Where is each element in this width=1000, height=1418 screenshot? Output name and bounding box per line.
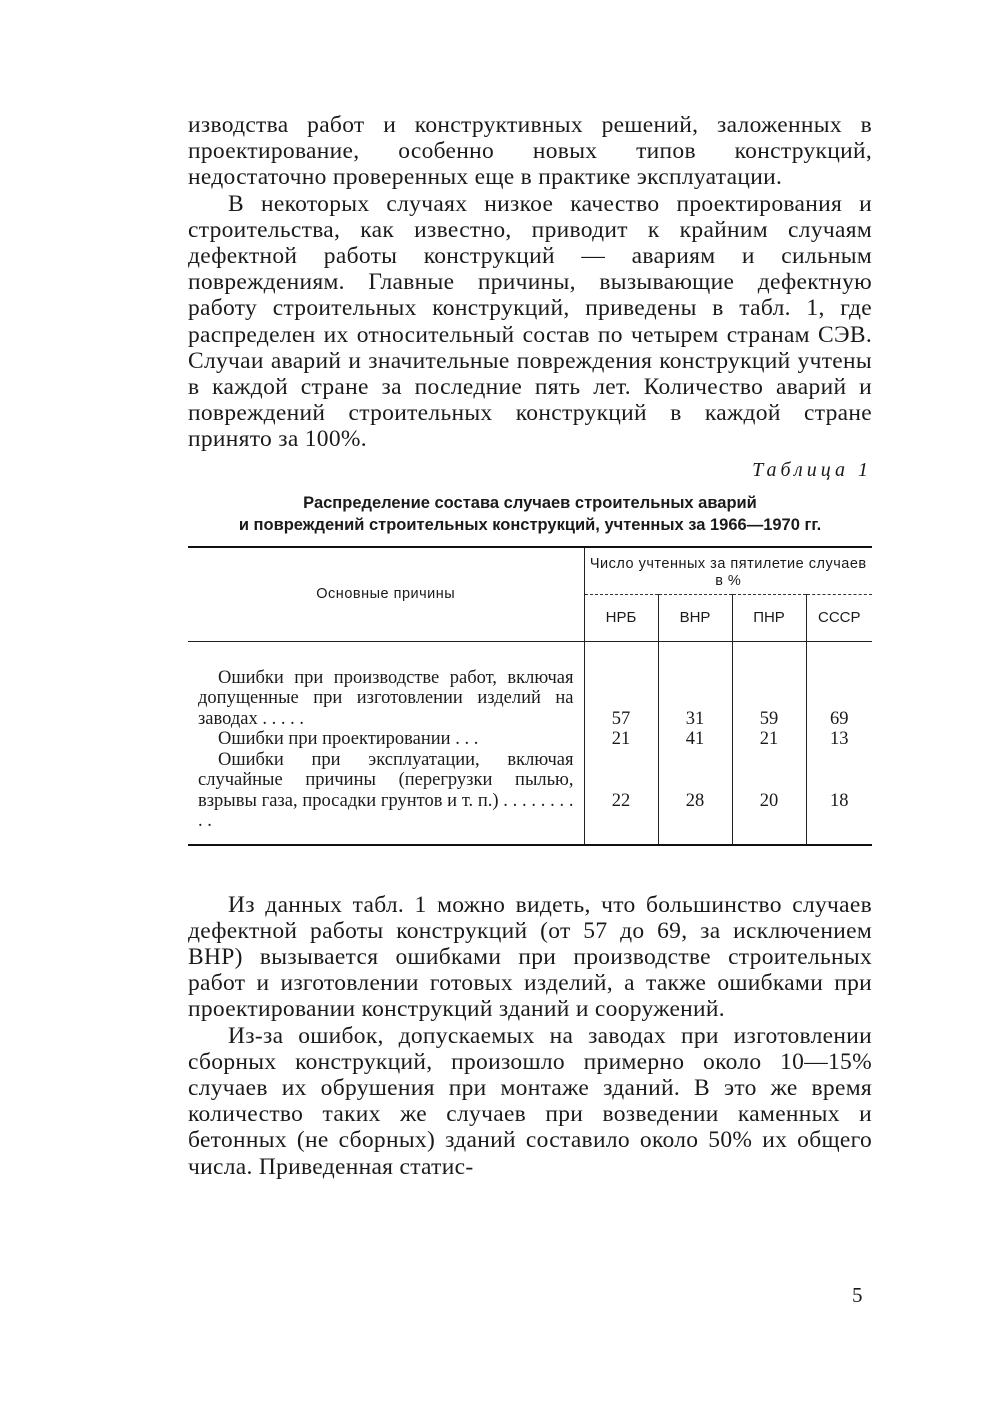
paragraph-continued: изводства работ и конструктивных решений, заложенных в проектирование, особенно новых типов конструкций, недостаточно проверенных еще в практике эксплуатации. [188,112,872,191]
values-pnr [732,641,806,845]
value-cell: 31 [685,708,705,729]
value-cell: 21 [611,729,631,750]
reasons-column [188,641,584,845]
table-caption: Таблица 1 [752,458,872,481]
paragraph-factory-errors: Из-за ошибок, допускаемых на заводах при изготовлении сборных конструкций, произошло примерно около 10—15% случаев их обрушения при монтаже зданий. В это же время количество таких же случаев при возведении каменных и бетонных (не сборных) зданий составило около 50% их общего числа. Приведенная статис- [188,1022,872,1180]
values-vnr [658,641,732,845]
value-cell: 28 [685,790,705,811]
paragraph-analysis: Из данных табл. 1 можно видеть, что большинство случаев дефектной работы конструкций (от 57 до 69, за исключением ВНР) вызывается ошибками при производстве строительных работ и изготовлении готовых изделий, а также ошибками при проектировании конструкций зданий и сооружений. [188,891,872,1023]
value-cell: 57 [611,708,631,729]
header-country-pnr: ПНР [732,594,806,641]
value-cell: 41 [685,729,705,750]
value-cell: 21 [759,729,779,750]
value-cell: 13 [830,729,849,750]
value-cell: 18 [830,790,849,811]
table-title-line1: Распределение состава случаев строительных аварий [303,493,757,512]
page-number: 5 [852,1283,863,1307]
value-cell: 20 [759,790,779,811]
values-nrb [584,641,658,845]
value-cell: 59 [759,708,779,729]
causes-table [188,546,872,846]
header-country-nrb: НРБ [584,594,658,641]
value-cell: 22 [611,790,631,811]
value-cell: 69 [830,708,849,729]
header-reasons: Основные причины [188,547,584,642]
reason-operation: Ошибки при эксплуатации, включая случайные причины (перегрузки пылью, взрывы газа, просадки грунтов и т. п.) . . . . . . . . . . [198,749,574,832]
table-header-row [188,547,872,595]
header-group: Число учтенных за пятилетие случаев в % [584,547,872,595]
reason-production: Ошибки при производстве работ, включая допущенные при изготовлении изделий на заводах . . . . . [198,667,574,729]
table-body-row [188,641,872,845]
paragraph-accidents: В некоторых случаях низкое качество проектирования и строительства, как известно, приводит к крайним случаям дефектной работы конструкций — авариям и сильным повреждениям. Главные причины, вызывающие дефектную работу строительных конструкций, приведены в табл. 1, где распределен их относительный состав по четырем странам СЭВ. Случаи аварий и значительные повреждения конструкций учтены в каждой стране за последние пять лет. Количество аварий и повреждений строительных конструкций в каждой стране принято за 100%. [188,190,872,453]
page-body [188,112,872,1180]
table-title-line2: и повреждений строительных конструкций, учтенных за 1966—1970 гг. [238,515,822,534]
header-country-vnr: ВНР [658,594,732,641]
header-country-sssr: СССР [806,594,872,641]
values-sssr [806,641,872,845]
reason-design: Ошибки при проектировании . . . [218,729,479,750]
